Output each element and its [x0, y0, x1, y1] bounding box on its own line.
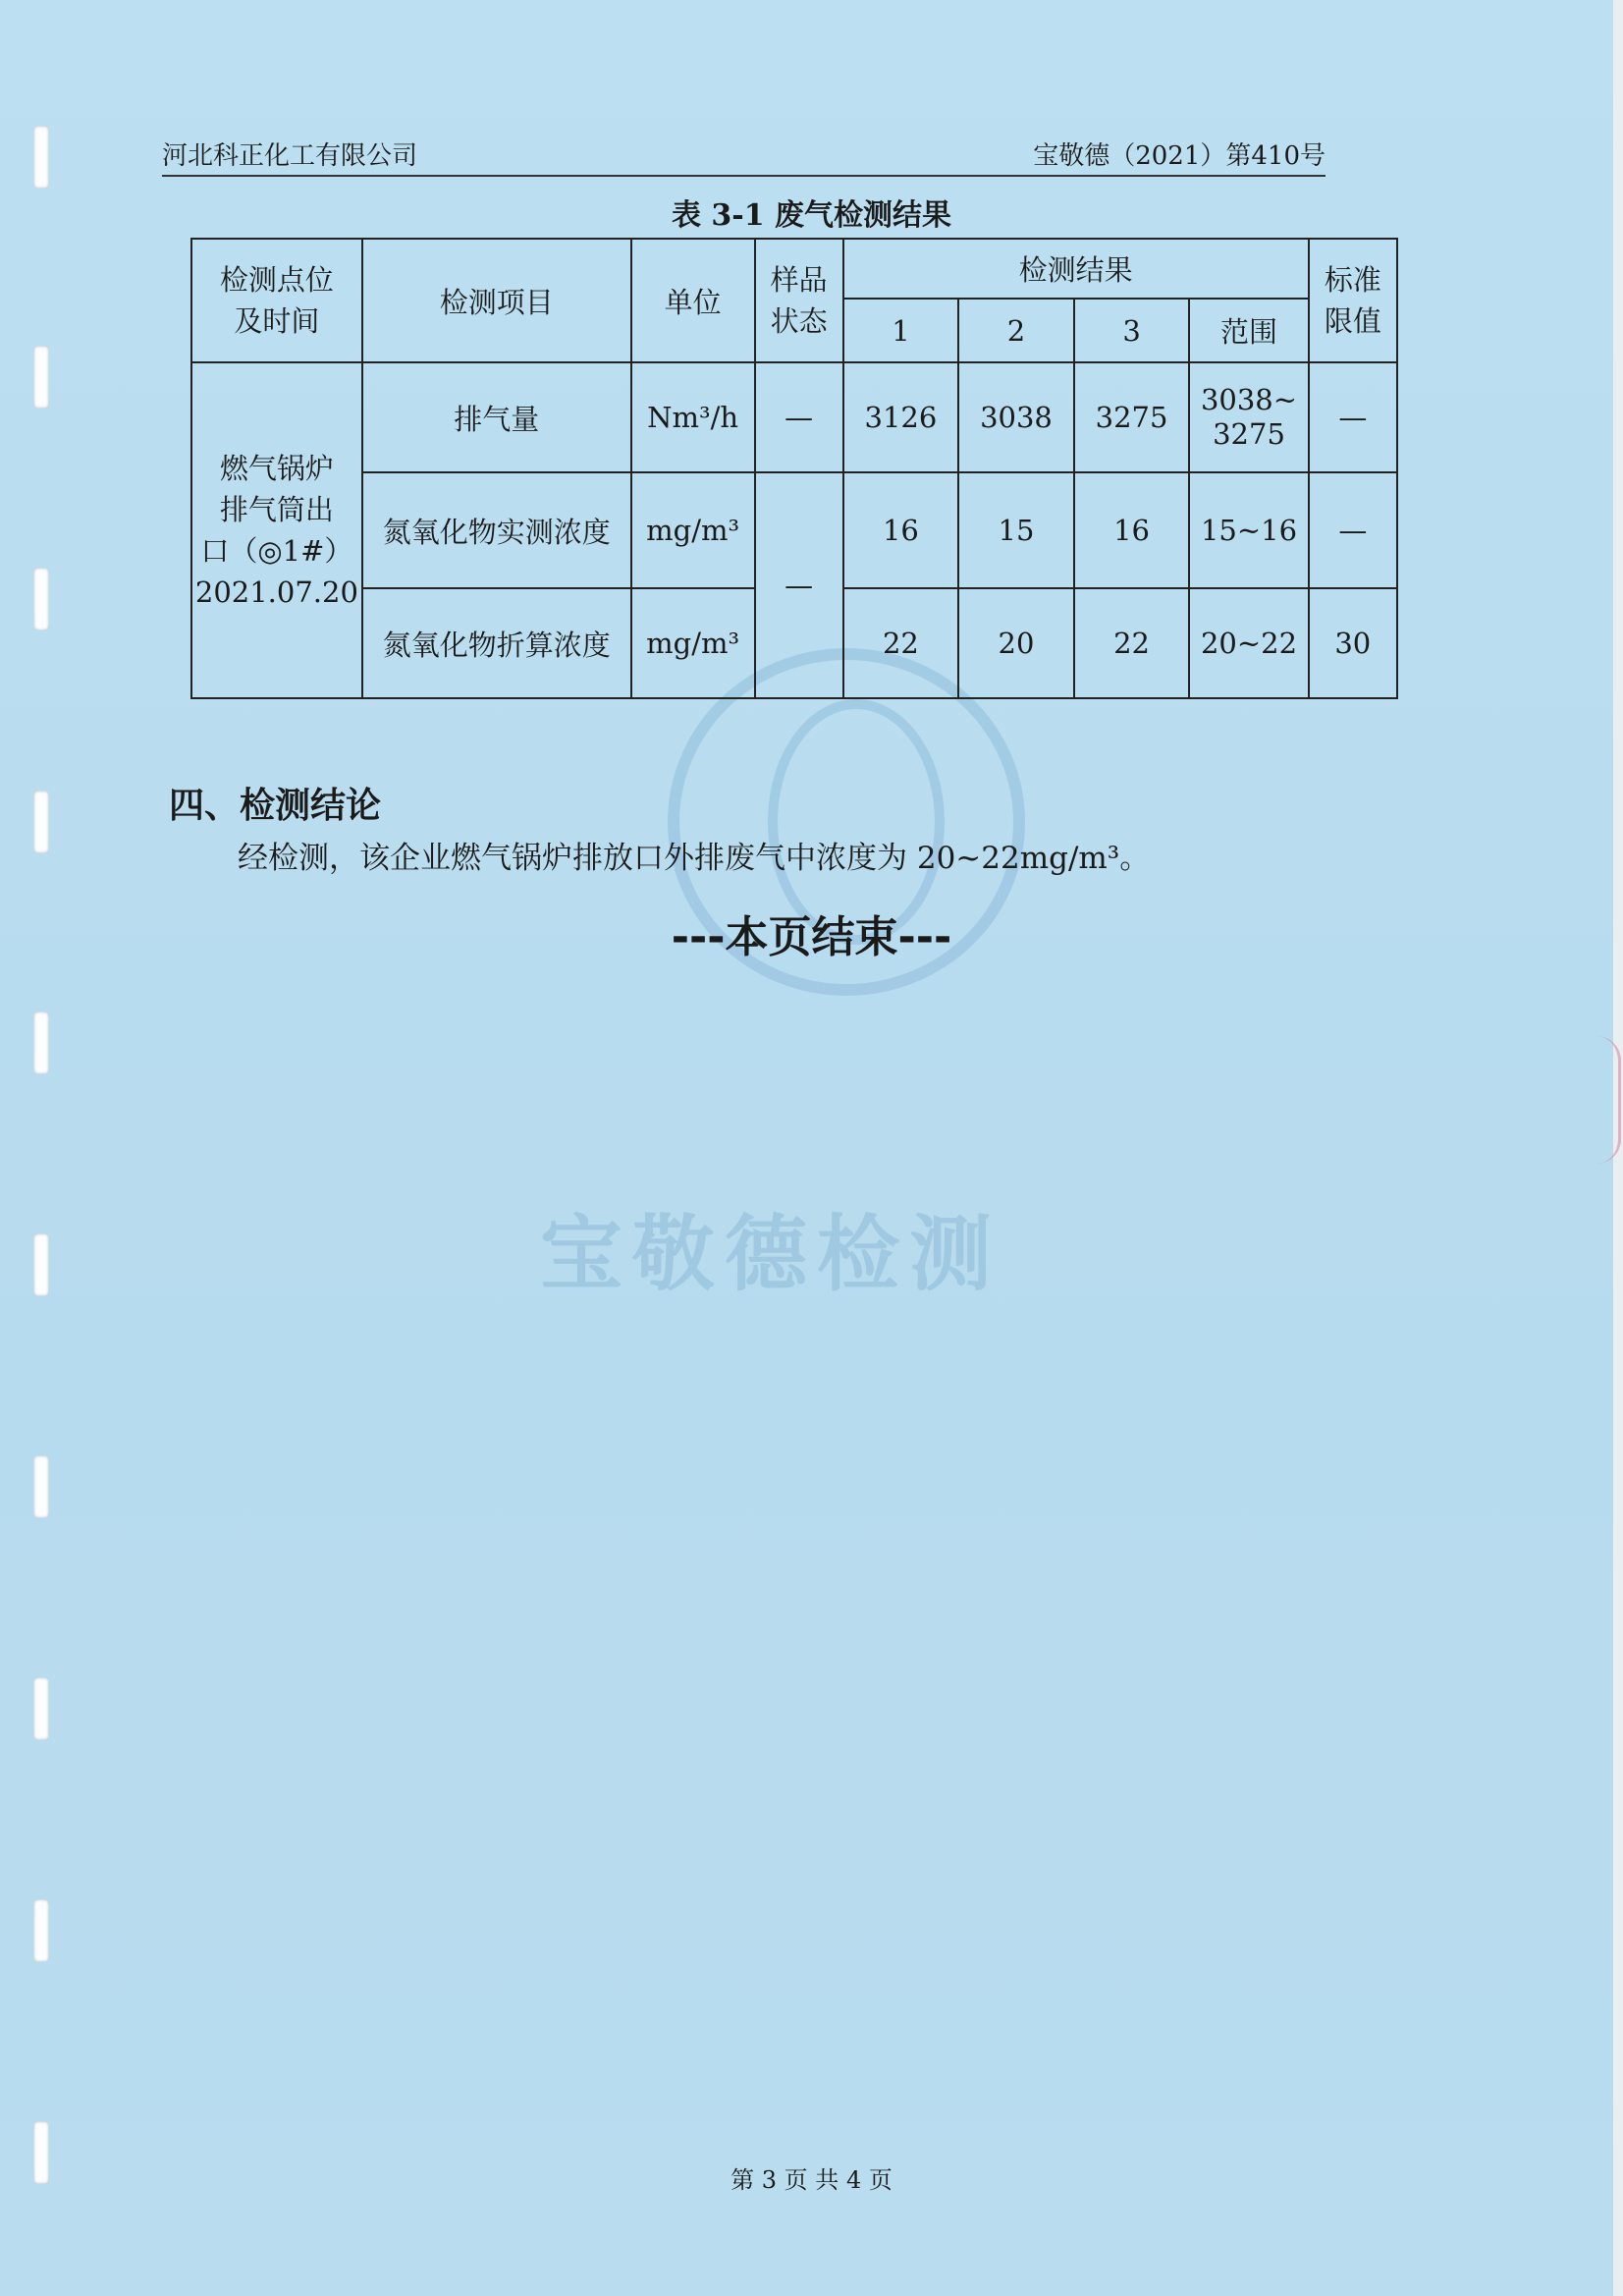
header-result-range: 范围: [1189, 299, 1308, 362]
table-cell-standard: —: [1309, 472, 1397, 588]
table-cell-state: —: [755, 472, 843, 698]
table-cell-range: 20~22: [1189, 588, 1308, 698]
conclusion-text: 经检测，该企业燃气锅炉排放口外排废气中浓度为 20~22mg/m³。: [238, 841, 1151, 876]
header-unit: 单位: [631, 239, 755, 362]
table-cell-unit: Nm³/h: [631, 362, 755, 472]
binding-hole: [33, 1011, 49, 1074]
binding-hole: [33, 1677, 49, 1740]
header-result-3: 3: [1074, 299, 1190, 362]
header-standard: 标准 限值: [1309, 239, 1397, 362]
table-cell-result: 16: [843, 472, 959, 588]
binding-hole: [33, 568, 49, 630]
header-location: 检测点位 及时间: [191, 239, 362, 362]
table-cell-result: 22: [843, 588, 959, 698]
page-header: [162, 136, 1325, 177]
table-cell-result: 15: [958, 472, 1074, 588]
binding-hole: [33, 1455, 49, 1518]
table-cell-item: 氮氧化物折算浓度: [362, 588, 631, 698]
table-cell-state: —: [755, 362, 843, 472]
table-cell-result: 22: [1074, 588, 1190, 698]
company-name: 河北科正化工有限公司: [162, 141, 418, 171]
table-cell-result: 20: [958, 588, 1074, 698]
header-result-2: 2: [958, 299, 1074, 362]
table-cell-standard: —: [1309, 362, 1397, 472]
page-end-mark: ---本页结束---: [671, 912, 952, 962]
seal-edge-mark: [1596, 1036, 1621, 1164]
table-cell-result: 3126: [843, 362, 959, 472]
header-result-1: 1: [843, 299, 959, 362]
table-cell-range: 15~16: [1189, 472, 1308, 588]
binding-hole: [33, 1899, 49, 1962]
section-heading: 四、检测结论: [169, 786, 382, 826]
binding-hole: [33, 1233, 49, 1296]
binding-hole: [33, 126, 49, 189]
header-item: 检测项目: [362, 239, 631, 362]
table-cell-result: 16: [1074, 472, 1190, 588]
table-cell-result: 3275: [1074, 362, 1190, 472]
table-cell-unit: mg/m³: [631, 588, 755, 698]
table-cell-unit: mg/m³: [631, 472, 755, 588]
header-state: 样品 状态: [755, 239, 843, 362]
table-cell-standard: 30: [1309, 588, 1397, 698]
binding-hole: [33, 346, 49, 409]
table-cell-result: 3038: [958, 362, 1074, 472]
watermark-text: 宝敬德检测: [540, 1205, 1002, 1302]
page-footer: 第 3 页 共 4 页: [730, 2166, 893, 2194]
header-results: 检测结果: [843, 239, 1309, 299]
binding-hole: [33, 791, 49, 853]
table-cell-range: 3038~ 3275: [1189, 362, 1308, 472]
table-title: 表 3-1 废气检测结果: [671, 198, 952, 233]
report-number: 宝敬德（2021）第410号: [1033, 141, 1325, 171]
table-cell-item: 氮氧化物实测浓度: [362, 472, 631, 588]
results-table: [190, 238, 1398, 699]
table-cell-item: 排气量: [362, 362, 631, 472]
location-cell: 燃气锅炉 排气筒出 口（◎1#） 2021.07.20: [191, 362, 362, 698]
